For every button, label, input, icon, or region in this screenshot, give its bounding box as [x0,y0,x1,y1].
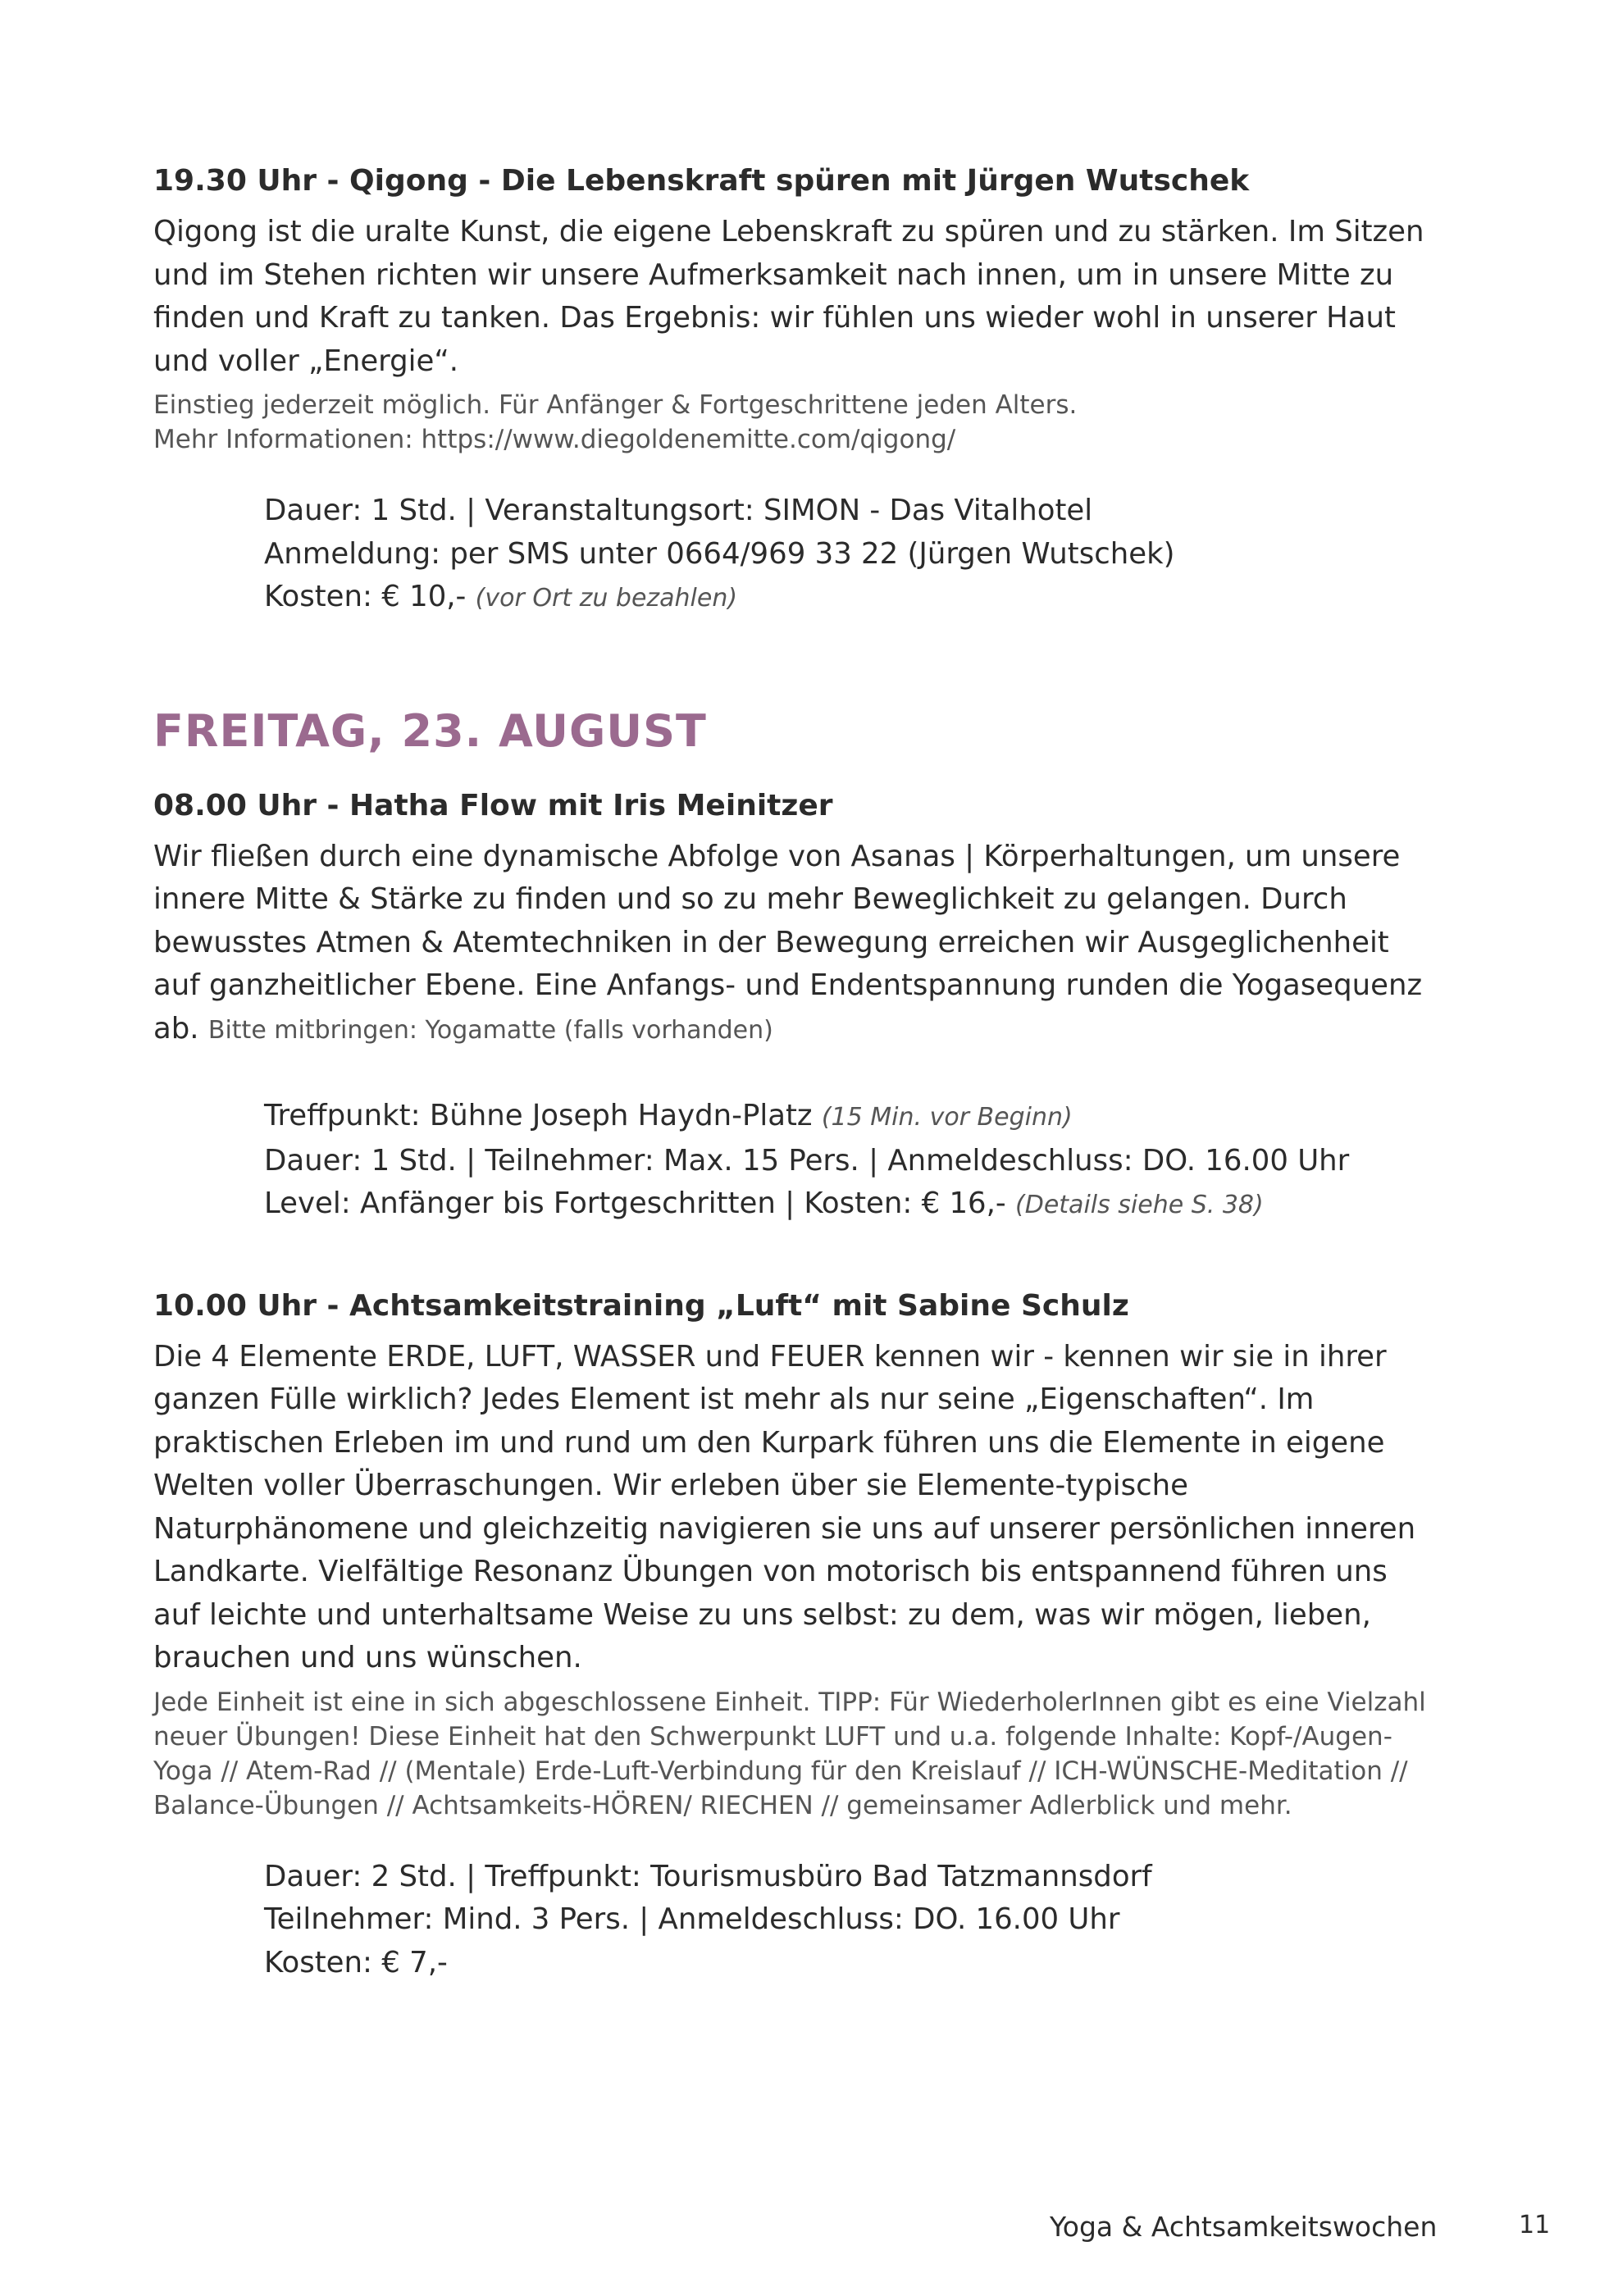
event-qigong [153,160,1433,621]
detail-meeting-point [264,1095,1433,1140]
event-title: 19.30 Uhr - Qigong - Die Lebenskraft spüren mit Jürgen Wutschek [153,164,1250,198]
event-description: Qigong ist die uralte Kunst, die eigene Lebenskraft zu spüren und zu stärken. Im Sitzen und im Stehen richten wir unsere Aufmerksamkeit nach innen, um in unsere Mitte zu finden und Kraft zu tanken. Das Ergebnis: wir fühlen uns wieder wohl in unserer Haut und voller „Energie“. [153,215,1424,378]
detail-cost: Kosten: € 7,- [264,1945,448,1979]
meeting-point-value: Treffpunkt: Bühne Joseph Haydn-Platz [264,1099,813,1132]
footer-label: Yoga & Achtsamkeitswochen [1050,2211,1438,2243]
event-note: Jede Einheit ist eine in sich abgeschlossene Einheit. TIPP: Für WiederholerInnen gibt es eine Vielzahl neuer Übungen! Diese Einheit hat den Schwerpunkt LUFT und u.a. folgende Inhalte: Kopf-/Augen-Yoga // Atem-Rad // (Mentale) Erde-Luft-Verbindung für den Kreislauf // ICH-WÜNSCHE-Meditation // Balance-Übungen // Achtsamkeits-HÖREN/ RIECHEN // gemeinsamer Adlerblick und mehr. [153,1687,1426,1820]
event-title: 08.00 Uhr - Hatha Flow mit Iris Meinitzer [153,788,833,822]
event-achtsamkeit [153,1285,1433,1985]
detail-cost [264,576,1433,621]
event-description: Die 4 Elemente ERDE, LUFT, WASSER und FEUER kennen wir - kennen wir sie in ihrer ganzen Fülle wirklich? Jedes Element ist mehr als nur seine „Eigenschaften“. Im praktischen Erleben im und rund um den Kurpark führen uns die Elemente in eigene Welten voller Überraschungen. Wir erleben über sie Elemente-typische Naturphänomene und gleichzeitig navigieren sie uns auf unserer persönlichen inneren Landkarte. Vielfältige Resonanz Übungen von motorisch bis entspannend führen uns auf leichte und unterhaltsame Weise zu uns selbst: zu dem, was wir mögen, lieben, brauchen und uns wünschen. [153,1339,1416,1674]
detail-duration-meeting-point: Dauer: 2 Std. | Treffpunkt: Tourismusbüro Bad Tatzmannsdorf [264,1859,1152,1893]
bring-along-note: Bitte mitbringen: Yogamatte (falls vorhanden) [207,1015,773,1045]
brochure-page [153,160,1433,1984]
day-heading: FREITAG, 23. AUGUST [153,704,707,757]
meeting-point-hint: (15 Min. vor Beginn) [821,1103,1073,1132]
level-cost-hint: (Details siehe S. 38) [1015,1191,1264,1219]
cost-hint: (vor Ort zu bezahlen) [475,584,738,613]
event-hatha-flow [153,785,1433,1228]
info-link[interactable]: Mehr Informationen: https://www.diegoldenemitte.com/qigong/ [153,425,956,454]
event-description [153,836,1433,1053]
event-note [153,388,1433,457]
event-details [264,490,1433,621]
note-line: Einstieg jederzeit möglich. Für Anfänger & Fortgeschrittene jeden Alters. [153,390,1078,420]
detail-level-cost [264,1182,1433,1228]
detail-registration: Anmeldung: per SMS unter 0664/969 33 22 (Jürgen Wutschek) [264,536,1175,571]
detail-duration-location: Dauer: 1 Std. | Veranstaltungsort: SIMON - Das Vitalhotel [264,494,1093,527]
cost-value: Kosten: € 10,- [264,580,467,613]
detail-duration-participants: Dauer: 1 Std. | Teilnehmer: Max. 15 Pers. | Anmeldeschluss: DO. 16.00 Uhr [264,1143,1350,1178]
event-details [264,1095,1433,1228]
description-text: Wir fließen durch eine dynamische Abfolge von Asanas | Körperhaltungen, um unsere innere Mitte & Stärke zu finden und so zu mehr Beweglichkeit zu gelangen. Durch bewusstes Atmen & Atemtechniken in der Bewegung erreichen wir Ausgeglichenheit auf ganzheitlicher Ebene. Eine Anfangs- und Endentspannung runden die Yogasequenz ab. [153,839,1423,1046]
detail-participants-deadline: Teilnehmer: Mind. 3 Pers. | Anmeldeschluss: DO. 16.00 Uhr [264,1902,1120,1936]
page-number: 11 [1519,2211,1551,2239]
event-details [264,1856,1433,1985]
event-title: 10.00 Uhr - Achtsamkeitstraining „Luft“ mit Sabine Schulz [153,1288,1129,1323]
level-cost-value: Level: Anfänger bis Fortgeschritten | Kosten: € 16,- [264,1187,1006,1220]
